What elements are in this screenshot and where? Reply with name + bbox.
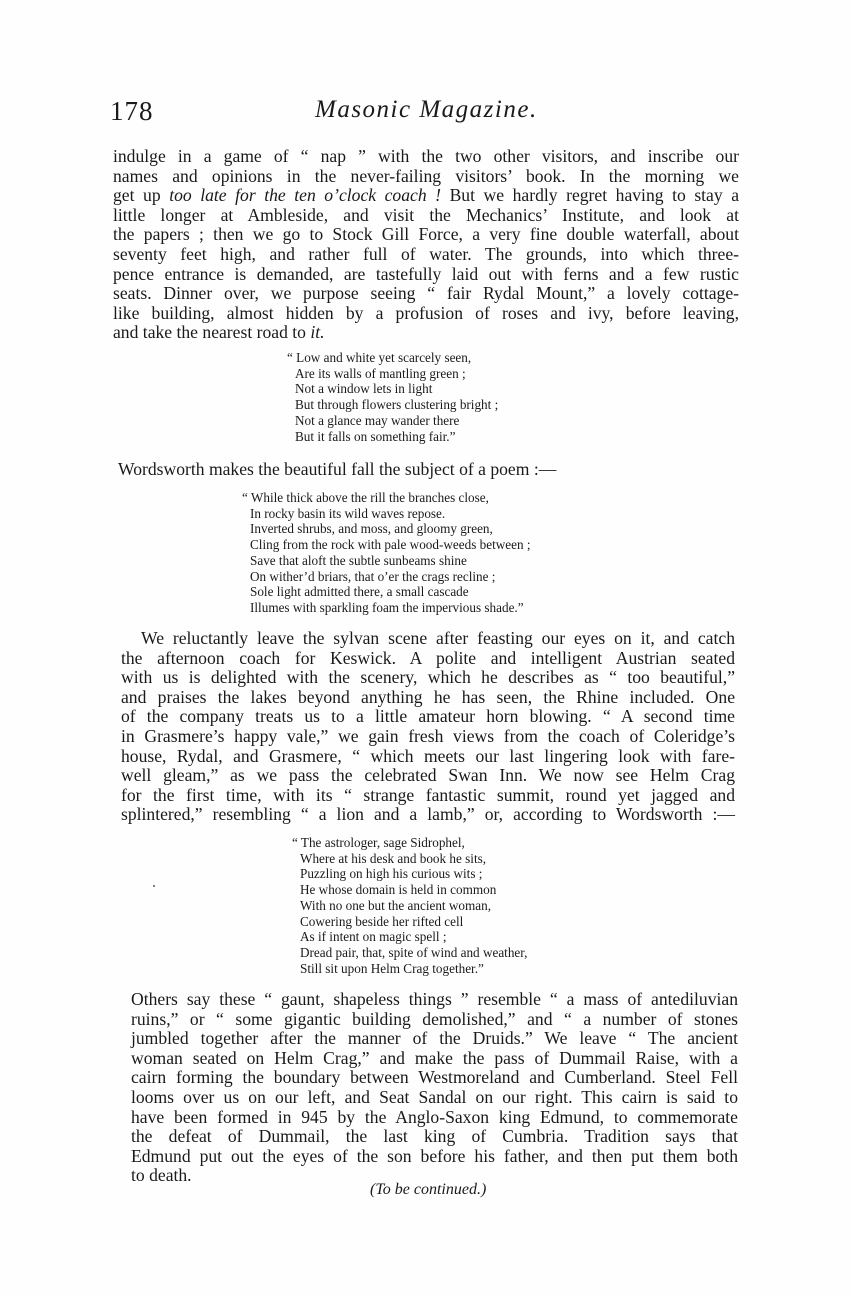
text-line: in Grasmere’s happy vale,” we gain fresh views from the coach of Coleridge’s (121, 725, 735, 746)
verse-line: With no one but the ancient woman, (300, 897, 492, 913)
text-line: of the company treats us to a little amateur horn blowing. “ A second time (121, 706, 735, 727)
text-line: like building, almost hidden by a profusion of roses and ivy, before leaving, (113, 302, 739, 323)
italic-phrase: too late for the ten o’clock coach ! (169, 185, 442, 206)
verse-line: Where at his desk and book he sits, (300, 850, 487, 866)
text-line: ruins,” or “ some gigantic building demolished,” and “ a number of stones (131, 1008, 738, 1029)
paragraph-1 (113, 147, 739, 343)
verse-line: In rocky basin its wild waves repose. (250, 505, 446, 521)
text-line: indulge in a game of “ nap ” with the two other visitors, and inscribe our (113, 146, 739, 166)
text-line: pence entrance is demanded, are tastefully laid out with ferns and a few rustic (113, 263, 739, 284)
verse-line: Cling from the rock with pale wood-weeds between ; (250, 537, 531, 553)
text-line: well gleam,” as we pass the celebrated Swan Inn. We now see Helm Crag (121, 765, 735, 786)
page-number: 178 (110, 96, 154, 126)
verse-line: “ While thick above the rill the branches close, (242, 490, 489, 505)
verse-1 (287, 350, 498, 444)
verse-line: Inverted shrubs, and moss, and gloomy green, (250, 521, 493, 537)
text-line: seats. Dinner over, we purpose seeing “ fair Rydal Mount,” a lovely cottage- (113, 283, 739, 304)
verse-2 (242, 490, 531, 616)
text-line: have been formed in 945 by the Anglo-Saxon king Edmund, to commemorate (131, 1106, 738, 1127)
print-speck (153, 885, 155, 887)
text-line: cairn forming the boundary between Westmoreland and Cumberland. Steel Fell (131, 1067, 738, 1088)
verse-line: Cowering beside her rifted cell (300, 913, 464, 929)
text-line: Wordsworth makes the beautiful fall the subject of a poem :— (118, 459, 557, 479)
to-be-continued: (To be continued.) (370, 1181, 487, 1198)
verse-line: Still sit upon Helm Crag together.” (300, 960, 484, 976)
text-line: house, Rydal, and Grasmere, “ which meets our last lingering look with fare- (121, 745, 735, 766)
text-line: for the first time, with its “ strange fantastic summit, round yet jagged and (121, 784, 735, 805)
verse-line: Puzzling on high his curious wits ; (300, 866, 483, 882)
page-header (110, 96, 740, 132)
verse-line: Save that aloft the subtle sunbeams shine (250, 552, 467, 568)
text-line: seventy feet high, and rather full of water. The grounds, into which three- (113, 243, 739, 264)
verse-line: But it falls on something fair.” (295, 428, 456, 444)
verse-line: But through flowers clustering bright ; (295, 397, 499, 413)
verse-line: He whose domain is held in common (300, 882, 497, 898)
italic-word: it. (310, 322, 325, 343)
text-line: jumbled together after the manner of the Druids.” We leave “ The ancient (131, 1028, 738, 1049)
text-line: and praises the lakes beyond anything he has seen, the Rhine included. One (121, 686, 735, 707)
running-title: Masonic Magazine. (315, 96, 538, 123)
verse-line: Illumes with sparkling foam the impervious shade.” (250, 599, 524, 615)
verse-line: Are its walls of mantling green ; (295, 365, 466, 381)
text-line: with us is delighted with the scenery, which he describes as “ too beautiful,” (121, 667, 735, 688)
verse-line: Sole light admitted there, a small cascade (250, 584, 469, 600)
text-line: looms over us on our left, and Seat Sandal on our right. This cairn is said to (131, 1086, 738, 1107)
text-line: the afternoon coach for Keswick. A polite and intelligent Austrian seated (121, 647, 735, 668)
verse-line: Not a window lets in light (295, 381, 433, 397)
text-line: to death. (131, 1165, 192, 1186)
verse-line: As if intent on magic spell ; (300, 929, 447, 945)
text-line: little longer at Ambleside, and visit the Mechanics’ Institute, and look at (113, 204, 739, 225)
text-line: the papers ; then we go to Stock Gill Force, a very fine double waterfall, about (113, 224, 739, 245)
text-line: Edmund put out the eyes of the son before his father, and then put them both (131, 1145, 738, 1166)
verse-3 (292, 835, 527, 976)
text-line: and take the nearest road to it. (113, 322, 325, 343)
paragraph-2 (118, 460, 678, 480)
paragraph-4 (131, 990, 738, 1186)
verse-line: Dread pair, that, spite of wind and weather, (300, 944, 528, 960)
text-line: names and opinions in the never-failing visitors’ book. In the morning we (113, 165, 739, 186)
verse-line: “ The astrologer, sage Sidrophel, (292, 835, 465, 850)
text-line: splintered,” resembling “ a lion and a lamb,” or, according to Wordsworth :— (121, 804, 735, 825)
text-line: get up too late for the ten o’clock coach ! But we hardly regret having to stay a (113, 185, 740, 206)
text-line: the defeat of Dummail, the last king of Cumbria. Tradition says that (131, 1126, 738, 1147)
text-line: Others say these “ gaunt, shapeless things ” resemble “ a mass of antediluvian (131, 989, 738, 1009)
text-line: woman seated on Helm Crag,” and make the pass of Dummail Raise, with a (131, 1047, 738, 1068)
verse-line: On wither’d briars, that o’er the crags recline ; (250, 568, 496, 584)
text-line: We reluctantly leave the sylvan scene after feasting our eyes on it, and catch (141, 628, 735, 648)
verse-line: “ Low and white yet scarcely seen, (287, 350, 472, 365)
paragraph-3 (121, 629, 735, 825)
verse-line: Not a glance may wander there (295, 412, 460, 428)
